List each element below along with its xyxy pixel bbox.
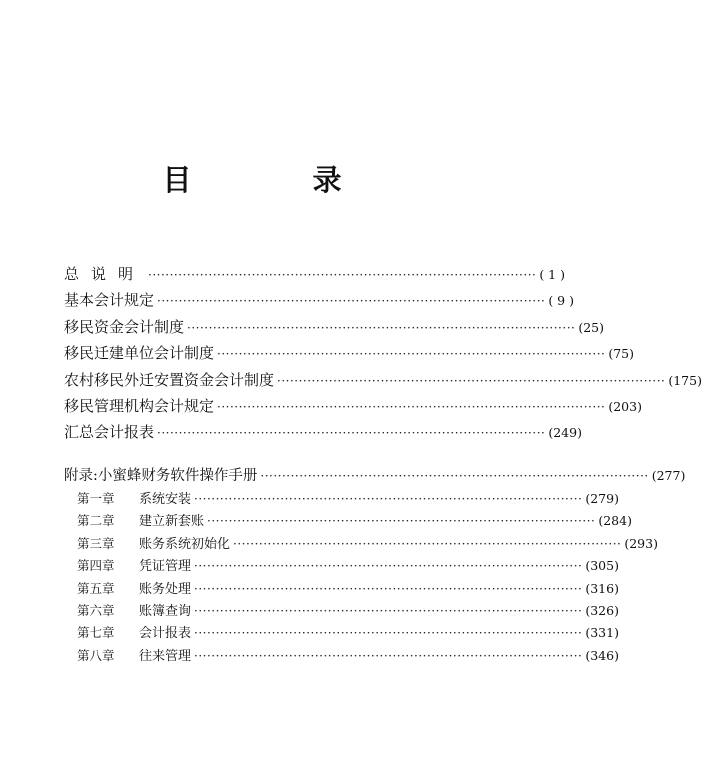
chapter-page: (305) [585, 558, 619, 574]
toc-entry [64, 369, 702, 395]
chapter-title: 会计报表 [139, 626, 192, 642]
dot-leader: ·························································································· [277, 373, 666, 388]
toc-entry [64, 289, 574, 315]
chapter-number: 第一章 [77, 491, 115, 506]
toc-entry-label: 总说明 [64, 265, 146, 283]
chapter-entry [64, 645, 619, 667]
dot-leader: ·························································································· [194, 648, 583, 663]
toc-entry-page: ( 9 ) [548, 293, 574, 309]
dot-leader: ·························································································· [148, 268, 537, 282]
toc-entry [64, 342, 634, 368]
toc-entry-page: (203) [608, 398, 642, 414]
chapter-entry [64, 600, 619, 622]
dot-leader: ·························································································· [157, 426, 546, 441]
dot-leader: ·························································································· [217, 399, 606, 414]
toc-entry-label: 移民管理机构会计规定 [64, 396, 215, 415]
chapter-number: 第四章 [77, 558, 115, 574]
dot-leader: ·························································································· [157, 294, 546, 309]
chapter-entry [64, 510, 632, 532]
chapter-entry [64, 533, 658, 555]
toc-entry [64, 263, 565, 289]
dot-leader: ·························································································· [260, 469, 649, 483]
dot-leader: ·························································································· [194, 559, 583, 574]
dot-leader: ·························································································· [217, 347, 606, 362]
chapter-number: 第八章 [77, 647, 115, 663]
chapter-entry [64, 622, 619, 644]
toc-entry-page: (249) [548, 425, 582, 441]
appendix-page: (277) [651, 468, 686, 483]
toc-entry [64, 421, 582, 447]
chapter-entry [64, 555, 619, 577]
toc-entry-label: 汇总会计报表 [64, 423, 155, 442]
dot-leader: ·························································································· [194, 626, 583, 641]
chapter-number: 第五章 [77, 580, 115, 596]
chapter-number: 第六章 [77, 602, 115, 618]
chapter-title: 账务处理 [139, 581, 192, 597]
chapter-page: (326) [585, 602, 619, 618]
toc-appendix-list [64, 464, 686, 667]
chapter-number: 第二章 [77, 513, 115, 529]
appendix-label: 附录:小蜜蜂财务软件操作手册 [64, 468, 258, 484]
dot-leader: ·························································································· [187, 320, 576, 335]
toc-entry-page: (75) [608, 346, 634, 362]
dot-leader: ·························································································· [194, 492, 583, 506]
toc-entry-page: (175) [668, 372, 702, 388]
toc-entry-label: 农村移民外迁安置资金会计制度 [64, 370, 275, 389]
toc-entry-label: 移民迁建单位会计制度 [64, 344, 215, 363]
dot-leader: ·························································································· [194, 581, 583, 596]
dot-leader: ·························································································· [233, 536, 622, 551]
toc-entry-label: 基本会计规定 [64, 291, 155, 310]
chapter-entry [64, 578, 619, 600]
chapter-page: (331) [585, 625, 619, 641]
chapter-title: 往来管理 [139, 648, 192, 664]
chapter-title: 凭证管理 [139, 559, 192, 575]
chapter-number: 第七章 [77, 625, 115, 641]
toc-entry [64, 395, 642, 421]
toc-entry [64, 316, 604, 342]
chapter-number: 第三章 [77, 535, 115, 551]
toc-entry-label: 移民资金会计制度 [64, 317, 185, 336]
chapter-entry [64, 488, 619, 510]
chapter-title: 建立新套账 [139, 514, 205, 530]
toc-main-list [64, 263, 702, 448]
chapter-title: 账务系统初始化 [139, 536, 231, 552]
chapter-page: (316) [585, 580, 619, 596]
dot-leader: ·························································································· [207, 514, 596, 529]
chapter-page: (293) [624, 535, 658, 551]
chapter-page: (284) [598, 513, 632, 529]
toc-entry-page: (25) [578, 319, 604, 335]
dot-leader: ·························································································· [194, 603, 583, 618]
appendix-heading [64, 464, 686, 488]
chapter-title: 系统安装 [139, 492, 192, 507]
chapter-page: (279) [585, 491, 619, 506]
page-title: 目 录 [162, 163, 388, 197]
chapter-page: (346) [585, 647, 619, 663]
toc-entry-page: ( 1 ) [539, 267, 565, 282]
chapter-title: 账簿查询 [139, 603, 192, 619]
